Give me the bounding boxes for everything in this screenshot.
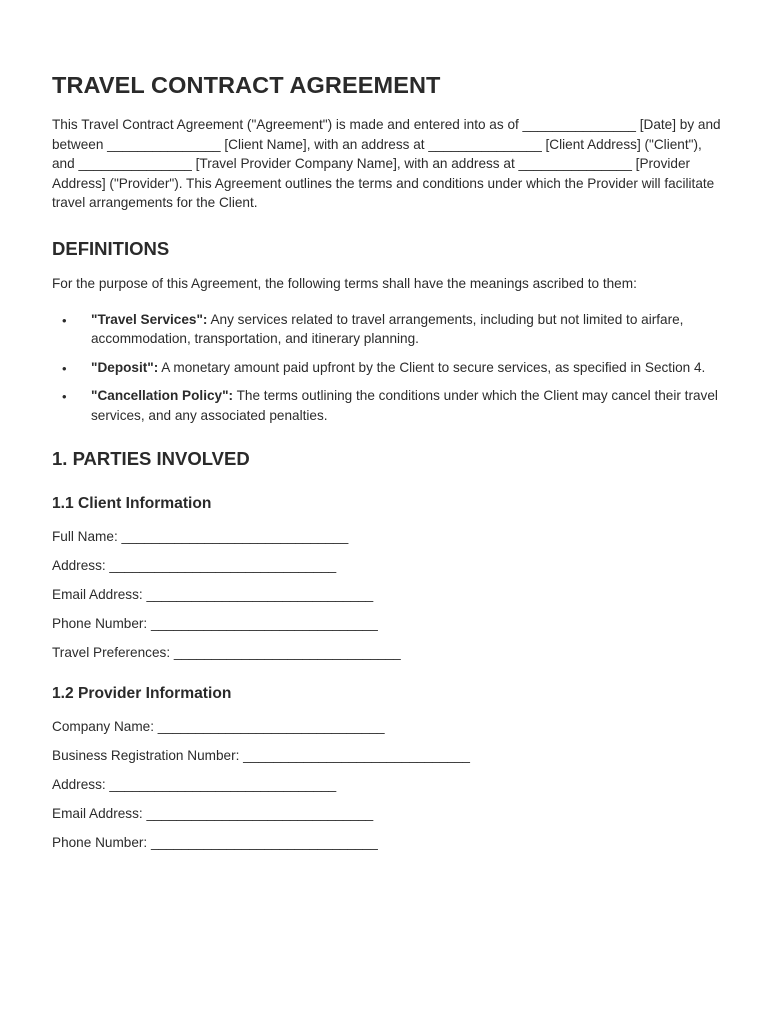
definitions-list	[52, 310, 718, 426]
provider-fields	[52, 717, 718, 852]
client-address-field: Address: ______________________________	[52, 557, 337, 573]
bullet-icon: •	[62, 360, 67, 376]
document-title: TRAVEL CONTRACT AGREEMENT	[52, 72, 441, 98]
provider-address-field: Address: ______________________________	[52, 776, 337, 792]
bullet-icon: •	[62, 389, 67, 405]
client-email-field: Email Address: ______________________________	[52, 586, 374, 602]
provider-info-heading: 1.2 Provider Information	[52, 684, 232, 702]
definition-term: "Travel Services":	[91, 311, 208, 327]
intro-paragraph: This Travel Contract Agreement ("Agreement") is made and entered into as of _______________ [Date] by and between _______________ [Client Name], with an address at _______________ [Client Address] ("Client"), and _______________ [Travel Provider Company Name], with an address at _______________ [Provider Address] ("Provider"). This Agreement outlines the terms and conditions under which the Provider will facilitate travel arrangements for the Client.	[52, 117, 721, 211]
definition-item-cancellation-policy	[52, 386, 723, 425]
client-info-heading: 1.1 Client Information	[52, 494, 212, 512]
definition-item-travel-services	[52, 310, 723, 349]
provider-company-name-field: Company Name: ______________________________	[52, 718, 385, 734]
client-full-name-field: Full Name: ______________________________	[52, 528, 349, 544]
definitions-heading: DEFINITIONS	[52, 237, 170, 259]
parties-heading: 1. PARTIES INVOLVED	[52, 447, 250, 469]
client-phone-field: Phone Number: ______________________________	[52, 615, 378, 631]
definitions-intro: For the purpose of this Agreement, the following terms shall have the meanings ascribed to them:	[52, 275, 637, 291]
client-travel-preferences-field: Travel Preferences: ______________________________	[52, 644, 401, 660]
definition-text: A monetary amount paid upfront by the Client to secure services, as specified in Section 4.	[158, 359, 706, 375]
definition-item-deposit	[52, 358, 723, 378]
client-fields	[52, 527, 718, 662]
provider-phone-field: Phone Number: ______________________________	[52, 834, 378, 850]
provider-registration-number-field: Business Registration Number: ______________________________	[52, 747, 470, 763]
provider-email-field: Email Address: ______________________________	[52, 805, 374, 821]
definition-text: Any services related to travel arrangements, including but not limited to airfare, accommodation, transportation, and itinerary planning.	[91, 311, 684, 347]
definition-text: The terms outlining the conditions under which the Client may cancel their travel services, and any associated penalties.	[91, 388, 718, 423]
definition-term: "Cancellation Policy":	[91, 388, 234, 404]
definition-term: "Deposit":	[91, 359, 159, 375]
bullet-icon: •	[62, 312, 67, 328]
